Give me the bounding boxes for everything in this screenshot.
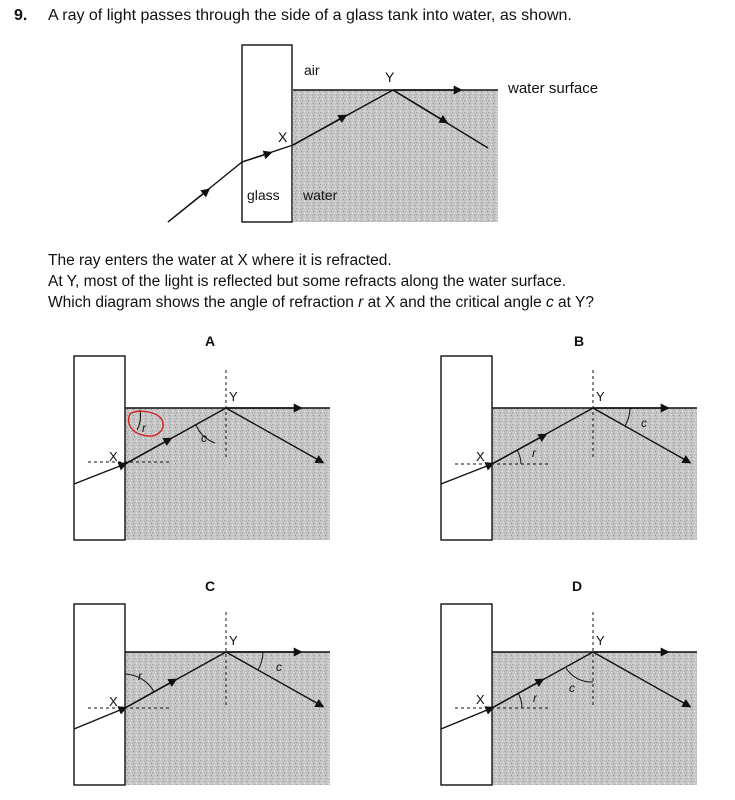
glass-label: glass	[247, 187, 280, 203]
body-line-3-pre: Which diagram shows the angle of refraction	[48, 294, 359, 311]
option-b-x-label: X	[476, 449, 485, 464]
question-body	[48, 250, 594, 313]
main-diagram	[168, 45, 598, 222]
option-a-water	[125, 408, 330, 540]
option-a-diagram	[74, 333, 330, 540]
incident-ray-arrow	[168, 190, 208, 222]
body-line-3-r: r	[358, 294, 364, 311]
option-b-glass	[441, 356, 492, 540]
option-c-x-label: X	[109, 694, 118, 709]
question-text: A ray of light passes through the side of a glass tank into water, as shown.	[48, 7, 572, 24]
option-d-water	[492, 652, 697, 785]
option-b-letter: B	[574, 333, 585, 349]
question-number: 9.	[14, 7, 28, 24]
water-label: water	[303, 187, 338, 203]
option-a-r-label: r	[142, 421, 146, 435]
y-label: Y	[385, 69, 395, 85]
x-label: X	[278, 129, 288, 145]
option-b-c-label: c	[641, 416, 647, 430]
option-b-diagram	[441, 333, 697, 540]
option-d-r-label: r	[533, 691, 537, 705]
air-label: air	[304, 62, 320, 78]
option-d-x-label: X	[476, 692, 485, 707]
body-line-2: At Y, most of the light is reflected but some refracts along the water surface.	[48, 273, 567, 290]
option-a-glass	[74, 356, 125, 540]
option-b-water	[492, 408, 697, 540]
option-c-y-label: Y	[229, 633, 238, 648]
option-a-letter: A	[205, 333, 216, 349]
option-d-c-label: c	[569, 681, 575, 695]
option-c-r-label: r	[138, 669, 142, 683]
option-c-diagram	[74, 578, 330, 785]
body-line-3-post: at Y?	[553, 294, 594, 311]
body-line-3-mid: at X and the critical angle	[363, 294, 546, 311]
body-line-3-c: c	[546, 294, 554, 311]
option-a-y-label: Y	[229, 389, 238, 404]
option-c-water	[125, 652, 330, 785]
option-b-r-label: r	[532, 446, 536, 460]
body-line-1: The ray enters the water at X where it is refracted.	[48, 252, 392, 269]
option-a-c-label: c	[201, 431, 207, 445]
body-line-3	[48, 292, 594, 313]
option-c-c-label: c	[276, 660, 282, 674]
option-c-letter: C	[205, 578, 216, 594]
option-b-y-label: Y	[596, 389, 605, 404]
option-d-y-label: Y	[596, 633, 605, 648]
option-d-letter: D	[572, 578, 583, 594]
option-a-x-label: X	[109, 449, 118, 464]
option-d-diagram	[441, 578, 697, 785]
water-surface-label: water surface	[508, 80, 599, 97]
